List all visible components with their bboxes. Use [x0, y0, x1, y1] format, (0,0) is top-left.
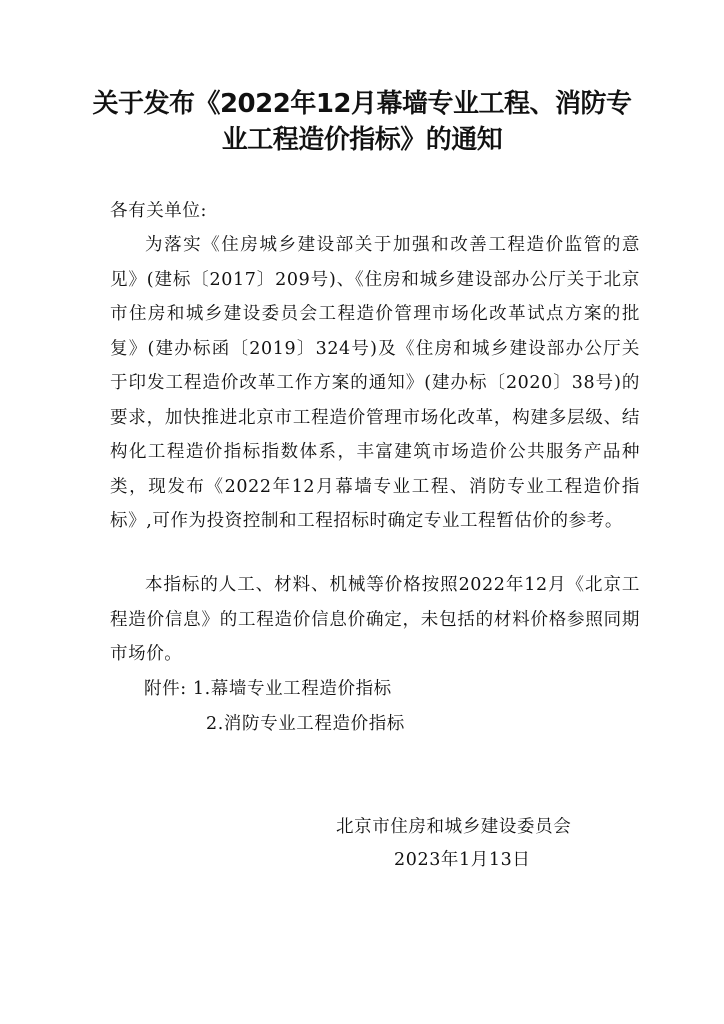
- notice-title-line-1: 关于发布《2022年12月幕墙专业工程、消防专: [92, 89, 632, 119]
- attachment-row-1: [144, 672, 405, 707]
- body-paragraph-2: 本指标的人工、材料、机械等价格按照2022年12月《北京工程造价信息》的工程造价信息价确定，未包括的材料价格参照同期市场价。: [110, 575, 640, 664]
- notice-title: [60, 86, 664, 158]
- body-paragraph-1: 为落实《住房城乡建设部关于加强和改善工程造价监管的意见》(建标〔2017〕209号)、《住房和城乡建设部办公厅关于北京市住房和城乡建设委员会工程造价管理市场化改革试点方案的批复》(建办标函〔2019〕324号)及《住房和城乡建设部办公厅关于印发工程造价改革工作方案的通知》(建办标〔2020〕38号)的要求，加快推进北京市工程造价管理市场化改革，构建多层级、结构化工程造价指标指数体系，丰富建筑市场造价公共服务产品种类，现发布《2022年12月幕墙专业工程、消防专业工程造价指标》,可作为投资控制和工程招标时确定专业工程暂估价的参考。: [110, 235, 640, 531]
- attachment-item-1: 1.幕墙专业工程造价指标: [192, 679, 392, 699]
- salutation: 各有关单位:: [110, 201, 207, 221]
- issuing-authority: 北京市住房和城乡建设委员会: [336, 817, 572, 837]
- issue-date: 2023年1月13日: [394, 850, 531, 870]
- attachments-list: [144, 672, 405, 741]
- attachment-item-2: 2.消防专业工程造价指标: [206, 713, 405, 734]
- attachments-label: 附件:: [144, 679, 187, 699]
- notice-title-line-2: 业工程造价指标》的通知: [221, 125, 503, 155]
